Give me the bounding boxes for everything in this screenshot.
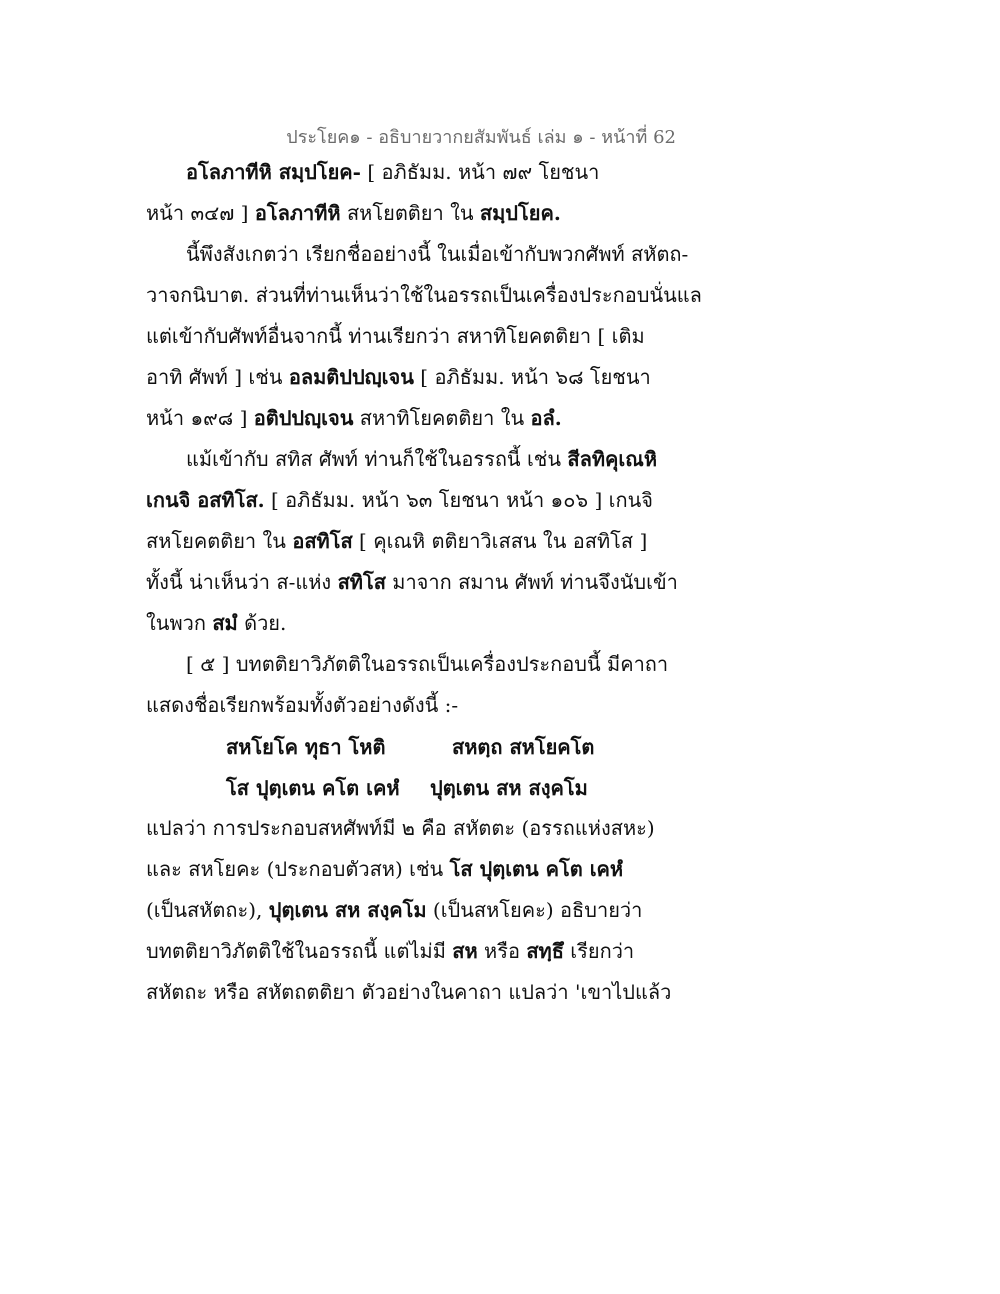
bold-term: สมํ <box>212 611 238 635</box>
text-line <box>146 895 642 925</box>
verse-line-1-left: สหโยโค ทุธา โหติ <box>226 735 386 759</box>
text-line <box>146 280 702 310</box>
text-line <box>146 813 655 843</box>
text-run: (เป็นสหัตถะ), <box>146 898 269 922</box>
text-line <box>186 239 688 269</box>
text-line <box>146 854 623 884</box>
text-run: และ สหโยคะ (ประกอบตัวสห) เช่น <box>146 857 450 881</box>
text-line <box>146 362 651 392</box>
text-line <box>186 157 599 187</box>
bold-term: สทิโส <box>337 570 386 594</box>
text-run: แปลว่า การประกอบสหศัพท์มี ๒ คือ สหัตตะ (อรรถแห่งสหะ) <box>146 816 655 840</box>
text-run: แสดงชื่อเรียกพร้อมทั้งตัวอย่างดังนี้ :- <box>146 693 459 717</box>
text-line <box>146 403 562 433</box>
text-line <box>186 649 668 679</box>
text-run: สหโยคตติยา ใน <box>146 529 293 553</box>
bold-term: เกนจิ อสทิโส. <box>146 488 265 512</box>
text-run: ด้วย. <box>237 611 287 635</box>
text-run: [ อภิธัมม. หน้า ๖๘ โยชนา <box>413 365 651 389</box>
bold-term: สมฺปโยค. <box>479 201 561 225</box>
verse-line-2-left: โส ปุตฺเตน คโต เคหํ <box>226 776 400 800</box>
text-run: มาจาก สมาน ศัพท์ ท่านจึงนับเข้า <box>385 570 678 594</box>
text-run: หน้า ๓๔๗ ] <box>146 201 255 225</box>
text-run: [ อภิธัมม. หน้า ๖๓ โยชนา หน้า ๑๐๖ ] เกนจิ <box>264 488 653 512</box>
text-run: ทั้งนี้ น่าเห็นว่า ส-แห่ง <box>146 570 338 594</box>
text-line <box>146 608 286 638</box>
text-run: (เป็นสหโยคะ) อธิบายว่า <box>426 898 643 922</box>
text-run: สหาทิโยคตติยา ใน <box>353 406 531 430</box>
verse-line-2-right: ปุตฺเตน สห สงฺคโม <box>430 776 588 800</box>
bold-term: อสทิโส <box>292 529 353 553</box>
text-line <box>146 690 458 720</box>
bold-term: อโลภาทีหิ สมฺปโยค- <box>186 160 361 184</box>
text-line <box>146 936 634 966</box>
bold-term: สีลทิคุเณหิ <box>567 447 658 471</box>
text-run: [ ๕ ] บทตติยาวิภัตติในอรรถเป็นเครื่องประกอบนี้ มีคาถา <box>186 652 669 676</box>
bold-term: สห <box>452 939 478 963</box>
bold-term: อลมติปปญฺเจน <box>288 365 414 389</box>
text-run: บทตติยาวิภัตติใช้ในอรรถนี้ แต่ไม่มี <box>146 939 453 963</box>
text-run: หรือ <box>477 939 527 963</box>
text-run: [ อภิธัมม. หน้า ๗๙ โยชนา <box>360 160 600 184</box>
text-line <box>146 321 645 351</box>
page-header: ประโยค๑ - อธิบายวากยสัมพันธ์ เล่ม ๑ - หน้าที่ 62 <box>286 127 676 148</box>
text-run: ในพวก <box>146 611 213 635</box>
text-line <box>186 444 657 474</box>
text-line <box>146 977 671 1007</box>
text-line <box>146 526 647 556</box>
text-run: [ คุเณหิ ตติยาวิเสสน ใน อสทิโส ] <box>352 529 648 553</box>
text-run: อาทิ ศัพท์ ] เช่น <box>146 365 289 389</box>
text-line <box>146 198 561 228</box>
text-run: วาจกนิบาต. ส่วนที่ท่านเห็นว่าใช้ในอรรถเป็นเครื่องประกอบนั่นแล <box>146 283 702 307</box>
text-run: สหัตถะ หรือ สหัตถตติยา ตัวอย่างในคาถา แปลว่า 'เขาไปแล้ว <box>146 980 672 1004</box>
bold-term: อติปปญฺเจน <box>253 406 354 430</box>
bold-term: โส ปุตฺเตน คโต เคหํ <box>449 857 624 881</box>
text-line <box>146 485 653 515</box>
text-run: แต่เข้ากับศัพท์อื่นจากนี้ ท่านเรียกว่า สหาทิโยคตติยา [ เติม <box>146 324 645 348</box>
verse-line-1-right: สหตฺถ สหโยคโต <box>452 735 595 759</box>
text-run: เรียกว่า <box>563 939 635 963</box>
bold-term: อโลภาทีหิ <box>254 201 341 225</box>
bold-term: สทฺธึ <box>526 939 564 963</box>
text-run: แม้เข้ากับ สทิส ศัพท์ ท่านก็ใช้ในอรรถนี้ เช่น <box>186 447 568 471</box>
bold-term: ปุตฺเตน สห สงฺคโม <box>268 898 427 922</box>
text-run: นี้พึงสังเกตว่า เรียกชื่ออย่างนี้ ในเมื่อเข้ากับพวกศัพท์ สหัตถ- <box>186 242 689 266</box>
text-line <box>146 567 678 597</box>
text-run: หน้า ๑๙๘ ] <box>146 406 254 430</box>
bold-term: อลํ. <box>530 406 562 430</box>
text-run: สหโยตติยา ใน <box>340 201 480 225</box>
